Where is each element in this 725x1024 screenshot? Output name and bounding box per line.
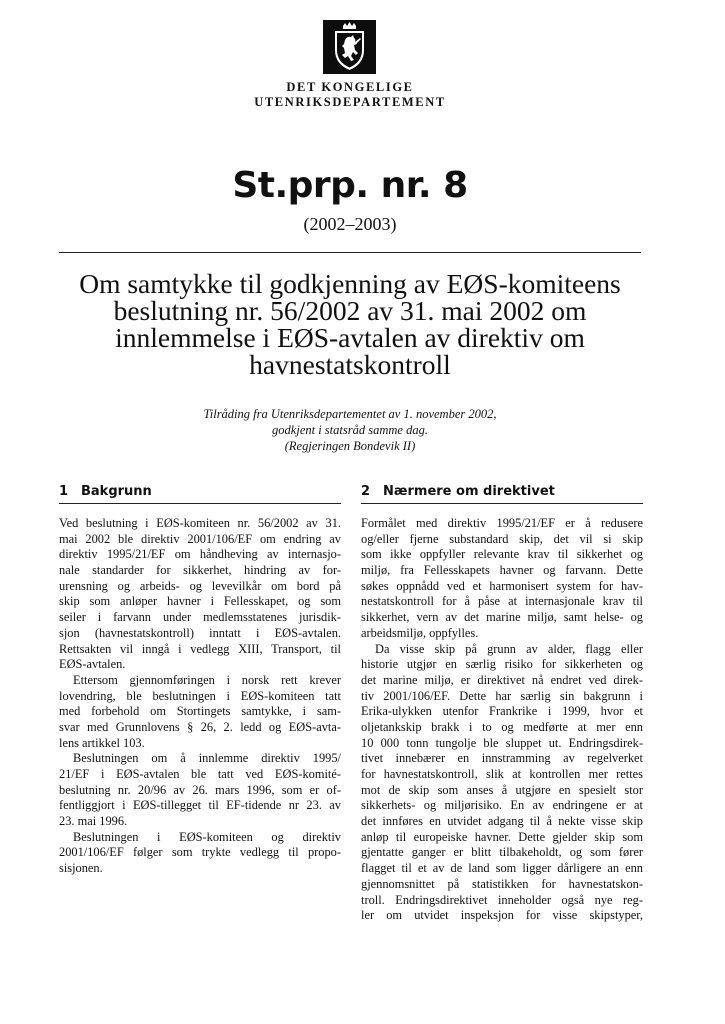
section-body <box>361 516 643 924</box>
text-line: beslutning nr. 20/96 av 26. mars 1996, som er of- <box>59 782 341 797</box>
text-line: 23. mai 1996. <box>59 814 128 829</box>
recommendation-line: (Regjeringen Bondevik II) <box>284 439 416 453</box>
text-line: sikkerhets- og miljørisiko. En av endringene er at <box>361 798 643 813</box>
heading-line: Om samtykke til godkjenning av EØS-komiteens <box>79 268 621 299</box>
text-line: troll. Endringsdirektivet inneholder også nye reg- <box>361 892 643 907</box>
text-line: sjon (havnestatskontroll) inntatt i EØS-avtalen. <box>59 625 341 640</box>
text-line: Formålet med direktiv 1995/21/EF er å redusere <box>361 516 643 530</box>
text-line: svar med Grunnlovens § 26, 2. ledd og EØS-avta- <box>59 719 341 734</box>
document-years: (2002–2003) <box>303 214 397 234</box>
section-body <box>59 516 341 877</box>
text-line: sisjonen. <box>59 861 103 876</box>
text-line: med forbehold om Stortingets samtykke, i sam- <box>59 704 341 719</box>
document-title: St.prp. nr. 8 <box>232 165 468 206</box>
text-line: det innføres en utvidet adgang til å nekte visse skip <box>361 814 643 829</box>
norwegian-coat-of-arms-icon <box>323 20 376 74</box>
text-line: Ettersom gjennomføringen i norsk rett krever <box>73 672 341 687</box>
text-line: fentliggjort i EØS-tillegget til EF-tidende nr 23. av <box>59 798 341 813</box>
text-line: Beslutningen om å innlemme direktiv 1995/ <box>73 751 341 766</box>
section-1 <box>59 483 341 877</box>
text-line: EØS-avtalen. <box>59 657 126 672</box>
text-line: Ved beslutning i EØS-komiteen nr. 56/2002 av 31. <box>59 516 341 530</box>
text-line: seiler i farvann under medlemsstatenes jurisdik- <box>59 610 341 625</box>
text-line: sikkerhet, vern av det marine miljø, samt helse- og <box>361 610 643 625</box>
text-line: flagget til et av de land som ligger dårligere an enn <box>361 861 643 876</box>
text-line: direktiv 1995/21/EF om håndheving av internasjo- <box>59 547 341 562</box>
text-line: gjennomsnittet på statistikken for havnestatskon- <box>361 876 643 891</box>
text-line: nestatskontroll for å påse at internasjonale krav til <box>361 594 643 609</box>
text-line: 2001/106/EF følger som trykte vedlegg til propo- <box>59 845 341 860</box>
text-line: og/eller fjerne substandard skip, det vil si skip <box>361 531 643 546</box>
section-title: Bakgrunn <box>81 484 152 499</box>
section-2 <box>361 483 643 924</box>
text-line: Da visse skip på grunn av alder, flagg eller <box>375 641 643 656</box>
text-line: 21/EF i EØS-avtalen ble tatt ved EØS-komité- <box>59 767 341 781</box>
heading-line: havnestatskontroll <box>249 349 451 380</box>
text-line: som ikke oppfyller relevante krav til sikkerhet og <box>361 547 643 562</box>
section-number: 2 <box>361 484 371 499</box>
section-heading <box>361 483 643 504</box>
text-line: nale standarder for sikkerhet, hindring av for- <box>59 563 341 578</box>
text-line: gjentatte ganger er blitt tilbakeholdt, og som fører <box>361 845 643 860</box>
text-line: oljetankskip brakk i to og medførte at mer enn <box>361 719 643 734</box>
recommendation-note <box>150 406 550 454</box>
coat-of-arms-emblem <box>323 20 376 74</box>
ministry-name-line1: DET KONGELIGE <box>286 80 414 94</box>
text-line: ler om utvidet inspeksjon for visse skipstyper, <box>361 908 643 923</box>
text-line: mot de skip som anses å utgjøre en spesielt stor <box>361 782 643 797</box>
text-line: anløp til europeiske havner. Dette gjelder skip som <box>361 829 643 844</box>
text-line: det marine miljø, er direktivet nå endret ved direk- <box>361 672 643 687</box>
text-line: Rettsakten vil inngå i vedlegg XIII, Transport, til <box>59 641 341 656</box>
recommendation-line: Tilråding fra Utenriksdepartementet av 1. november 2002, <box>203 407 497 421</box>
section-number: 1 <box>59 484 69 499</box>
proposition-heading <box>59 270 641 378</box>
text-line: lovendring, ble beslutningen i EØS-komiteen tatt <box>59 688 341 703</box>
heading-line: beslutning nr. 56/2002 av 31. mai 2002 om <box>113 295 587 326</box>
text-line: tiv 2001/106/EF. Dette har særlig sin bakgrunn i <box>361 688 643 703</box>
text-line: Erika-ulykken utenfor Frankrike i 1999, hvor et <box>361 704 643 719</box>
ministry-name-line2: UTENRIKSDEPARTEMENT <box>254 95 446 109</box>
text-line: mai 2002 ble direktiv 2001/106/EF om endring av <box>59 531 341 546</box>
text-line: Beslutningen i EØS-komiteen og direktiv <box>73 829 341 844</box>
text-line: søkes oppnådd ved et harmonisert system for hav- <box>361 578 643 593</box>
text-line: for havnestatskontroll, slik at kontrollen mer rettes <box>361 767 643 781</box>
text-line: skip som anløper havner i Fellesskapet, og som <box>59 594 341 609</box>
text-line: 10 000 tonn tungolje ble sluppet ut. Endringsdirek- <box>361 735 643 750</box>
text-line: arbeidsmiljø, oppfylles. <box>361 625 479 640</box>
text-line: miljø, fra Fellesskapets havner og farvann. Dette <box>361 563 643 578</box>
heading-line: innlemmelse i EØS-avtalen av direktiv om <box>115 322 585 353</box>
section-title: Nærmere om direktivet <box>383 484 555 499</box>
text-line: lens artikkel 103. <box>59 735 145 750</box>
section-heading <box>59 483 341 504</box>
title-divider <box>59 252 641 253</box>
recommendation-line: godkjent i statsråd samme dag. <box>272 423 428 437</box>
text-line: tivet innebærer en innstramming av regelverket <box>361 751 643 766</box>
text-line: urensning og arbeids- og levevilkår om bord på <box>59 578 341 593</box>
text-line: historie utgjør en særlig risiko for sikkerheten og <box>361 657 643 672</box>
